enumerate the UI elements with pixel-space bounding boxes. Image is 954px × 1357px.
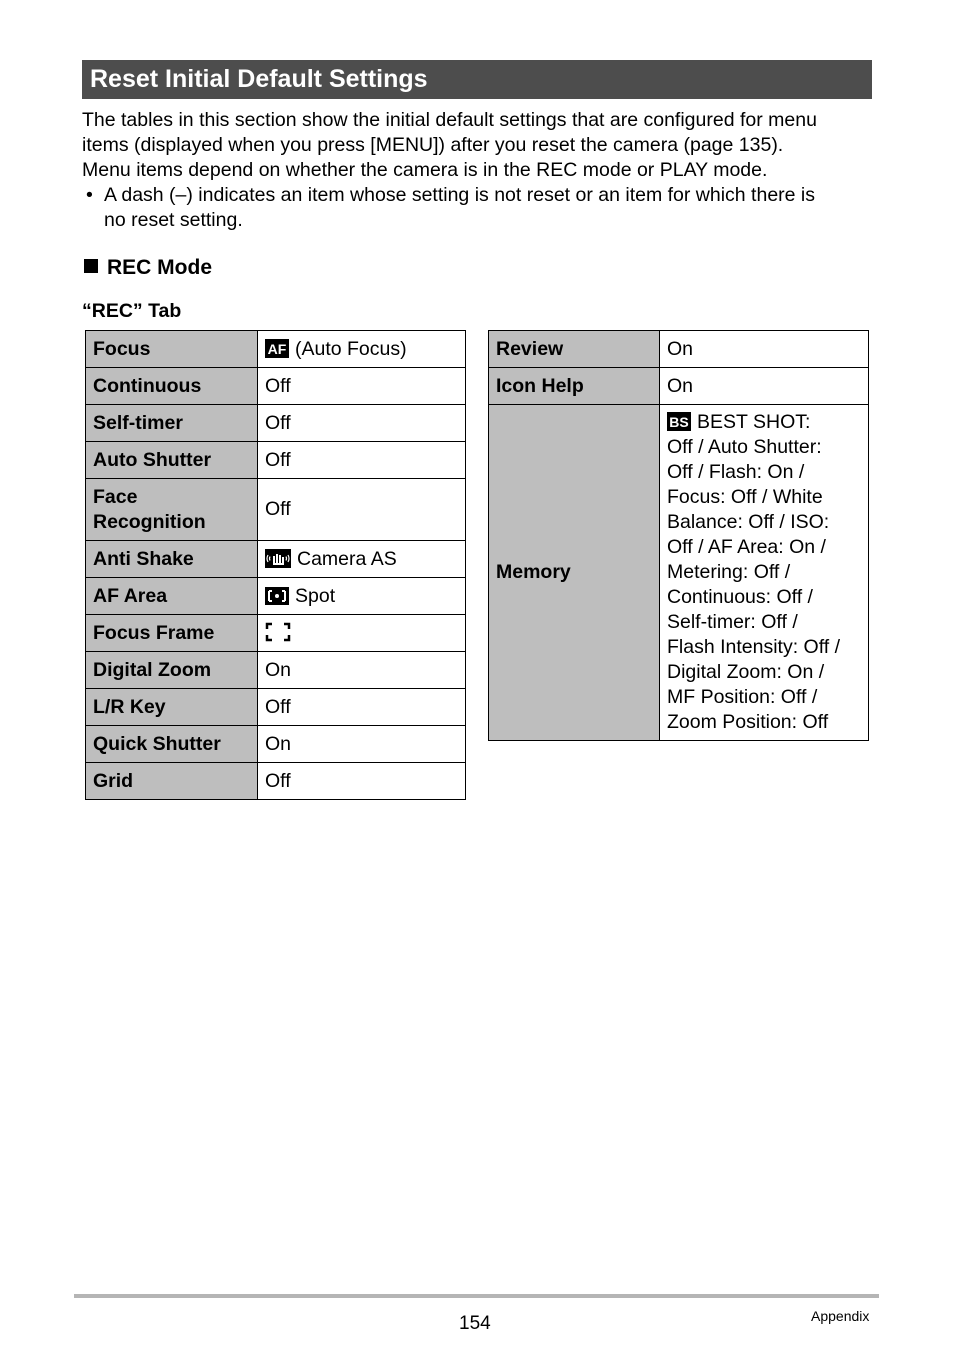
- setting-label: Review: [489, 331, 660, 368]
- memory-value-line: Off / Flash: On /: [667, 461, 805, 483]
- camera-as-icon: [265, 549, 291, 568]
- setting-value: [258, 331, 466, 368]
- table-row: [86, 578, 466, 615]
- table-row: [86, 442, 466, 479]
- setting-value: [258, 578, 466, 615]
- memory-value-line: MF Position: Off /: [667, 686, 818, 708]
- setting-label: Digital Zoom: [86, 652, 258, 689]
- memory-value-line: Balance: Off / ISO:: [667, 511, 830, 533]
- setting-label: Icon Help: [489, 368, 660, 405]
- table-row: [86, 689, 466, 726]
- setting-value: Off: [258, 405, 466, 442]
- memory-value-line: Off / AF Area: On /: [667, 536, 826, 558]
- memory-value-line: Off / Auto Shutter:: [667, 436, 822, 458]
- rec-tab-settings-table-right: [488, 330, 869, 741]
- setting-label: Memory: [489, 405, 660, 741]
- setting-value-text: Spot: [295, 584, 336, 607]
- setting-label: Focus: [86, 331, 258, 368]
- intro-line: Menu items depend on whether the camera is in the REC mode or PLAY mode.: [82, 159, 768, 181]
- memory-value-line: Focus: Off / White: [667, 486, 823, 508]
- setting-value: [258, 615, 466, 652]
- memory-value-text: BEST SHOT:: [697, 411, 811, 433]
- table-row: [489, 368, 869, 405]
- setting-value: Off: [258, 368, 466, 405]
- setting-value: Off: [258, 763, 466, 800]
- table-row: [489, 331, 869, 368]
- setting-value-text: Camera AS: [297, 547, 397, 570]
- memory-value-line: Zoom Position: Off: [667, 711, 829, 733]
- spot-icon: [265, 587, 289, 605]
- rec-tab-settings-table-left: [85, 330, 466, 800]
- bullet-line: no reset setting.: [104, 209, 243, 231]
- setting-label: L/R Key: [86, 689, 258, 726]
- page-title: Reset Initial Default Settings: [90, 65, 428, 93]
- dash-note-bullet: [82, 183, 882, 233]
- focus-frame-icon: [265, 622, 291, 642]
- table-row: [86, 652, 466, 689]
- memory-value-line: Self-timer: Off /: [667, 611, 798, 633]
- setting-label: Continuous: [86, 368, 258, 405]
- setting-label: AF Area: [86, 578, 258, 615]
- section-heading: [84, 255, 212, 281]
- table-row: [86, 615, 466, 652]
- best-shot-icon: [667, 412, 691, 431]
- setting-value: Off: [258, 479, 466, 541]
- svg-text:BS: BS: [669, 414, 689, 430]
- table-row: [86, 726, 466, 763]
- bullet-marker: •: [86, 184, 93, 206]
- setting-value: Off: [258, 442, 466, 479]
- setting-label: Auto Shutter: [86, 442, 258, 479]
- memory-value-line: [667, 410, 861, 435]
- setting-value: On: [258, 652, 466, 689]
- setting-value-text: (Auto Focus): [295, 337, 407, 360]
- table-row: [86, 541, 466, 578]
- table-row: [86, 479, 466, 541]
- memory-value-line: Continuous: Off /: [667, 586, 813, 608]
- memory-value-line: Metering: Off /: [667, 561, 791, 583]
- setting-label: Anti Shake: [86, 541, 258, 578]
- table-row: [86, 331, 466, 368]
- bullet-line: A dash (–) indicates an item whose setting is not reset or an item for which there is: [104, 184, 816, 206]
- setting-value: On: [660, 331, 869, 368]
- footer-divider: [74, 1294, 879, 1298]
- setting-label: Face Recognition: [86, 479, 258, 541]
- page-title-bar: [82, 60, 872, 99]
- setting-value: On: [660, 368, 869, 405]
- setting-label: Grid: [86, 763, 258, 800]
- setting-label: Self-timer: [86, 405, 258, 442]
- setting-value: Off: [258, 689, 466, 726]
- table-row: [86, 368, 466, 405]
- svg-text:AF: AF: [267, 340, 287, 357]
- page-number: 154: [459, 1313, 491, 1334]
- footer-section-label: Appendix: [811, 1308, 870, 1324]
- setting-label: Focus Frame: [86, 615, 258, 652]
- table-row: [489, 405, 869, 741]
- intro-text: [82, 108, 882, 233]
- table-row: [86, 405, 466, 442]
- setting-value: On: [258, 726, 466, 763]
- memory-value-line: Digital Zoom: On /: [667, 661, 825, 683]
- table-row: [86, 763, 466, 800]
- setting-value: [258, 541, 466, 578]
- section-heading-text: REC Mode: [107, 256, 212, 279]
- setting-label: Quick Shutter: [86, 726, 258, 763]
- memory-value-line: Flash Intensity: Off /: [667, 636, 841, 658]
- intro-line: The tables in this section show the initial default settings that are configured for menu: [82, 109, 817, 131]
- square-bullet-icon: [84, 259, 98, 273]
- subsection-heading: “REC” Tab: [82, 300, 182, 322]
- af-icon: [265, 339, 289, 358]
- intro-line: items (displayed when you press [MENU]) after you reset the camera (page 135).: [82, 134, 784, 156]
- setting-value: [660, 405, 869, 741]
